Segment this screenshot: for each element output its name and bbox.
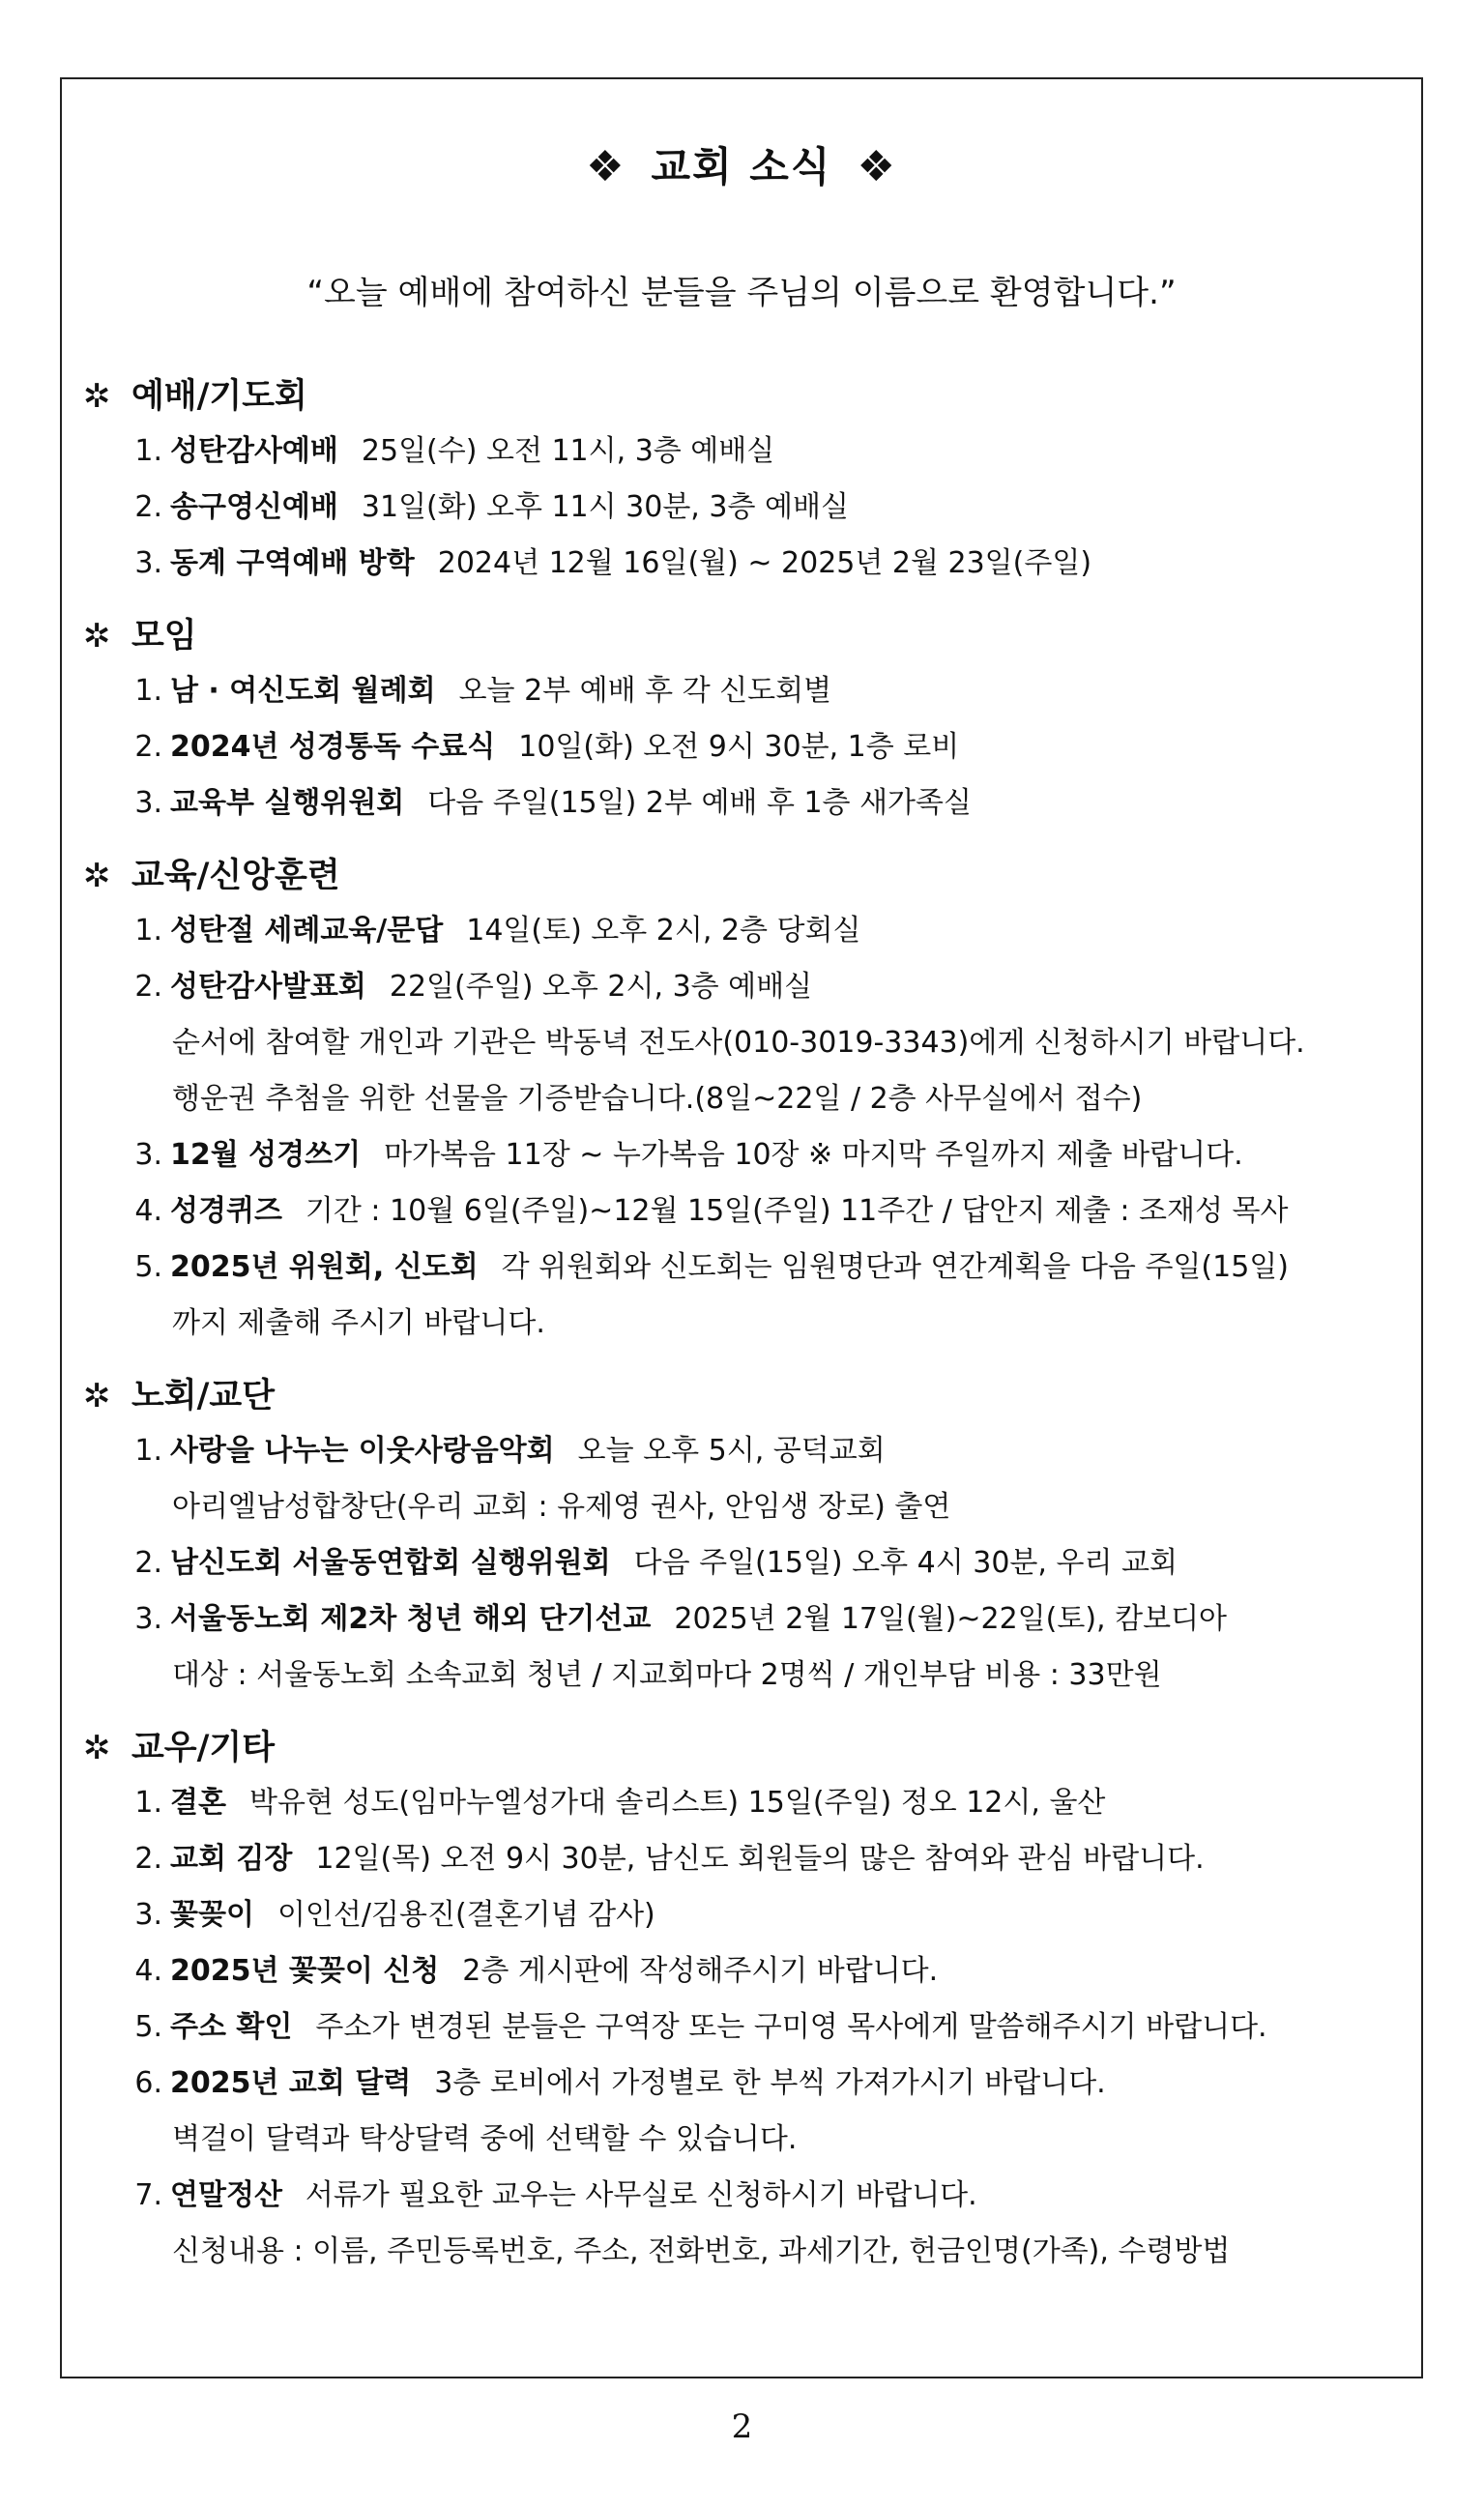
item-continuation: 순서에 참여할 개인과 기관은 박동녁 전도사(010-3019-3343)에게 신청하시기 바랍니다. [172,1026,1305,1060]
item-detail: 3층 로비에서 가정별로 한 부씩 가져가시기 바랍니다. [434,2066,1106,2100]
item-number: 2. [134,1546,162,1580]
diamond-ornament-icon: ❖ [586,142,626,191]
list-item [83,663,1411,719]
item-detail: 오늘 2부 예배 후 각 신도회별 [458,674,832,708]
item-detail: 주소가 변경된 분들은 구역장 또는 구미영 목사에게 말씀해주시기 바랍니다. [315,2010,1267,2044]
section-title: 예배/기도회 [131,377,307,416]
section-heading [83,609,1411,663]
item-continuation: 대상 : 서울동노회 소속교회 청년 / 지교회마다 2명씩 / 개인부담 비용 : 33만원 [172,1658,1162,1692]
asterisk-flower-icon: ✲ [83,377,111,416]
list-item [83,1423,1411,1479]
asterisk-flower-icon: ✲ [83,1377,111,1415]
list-item [83,2056,1411,2112]
item-detail: 2024년 12월 16일(월) ~ 2025년 2월 23일(주일) [437,546,1092,580]
item-detail: 12일(목) 오전 9시 30분, 남신도 회원들의 많은 참여와 관심 바랍니다. [315,1842,1205,1876]
item-number: 4. [134,1194,162,1228]
item-detail: 2층 게시판에 작성해주시기 바랍니다. [462,1954,939,1988]
item-number: 2. [134,1842,162,1876]
asterisk-flower-icon: ✲ [83,857,111,895]
item-label: 성탄절 세례교육/문답 [170,914,444,948]
asterisk-flower-icon: ✲ [83,1729,111,1767]
item-number: 2. [134,970,162,1004]
item-detail: 마가복음 11장 ~ 누가복음 10장 ※ 마지막 주일까지 제출 바랍니다. [384,1138,1243,1172]
item-label: 꽃꽂이 [170,1898,254,1932]
item-detail: 31일(화) 오후 11시 30분, 3층 예배실 [361,490,849,524]
list-item [83,719,1411,775]
news-section [83,1721,1411,2280]
item-number: 1. [134,674,162,708]
section-title: 모임 [131,617,197,656]
item-number: 1. [134,434,162,468]
item-label: 2025년 교회 달력 [170,2066,412,2100]
news-section [83,369,1411,592]
list-item [83,1127,1411,1183]
item-detail: 이인선/김용진(결혼기념 감사) [276,1898,655,1932]
list-item [83,959,1411,1015]
section-heading [83,369,1411,423]
list-item [83,1831,1411,1887]
title-text: 교회 소식 [651,143,832,190]
item-label: 사랑을 나누는 이웃사랑음악회 [170,1434,555,1468]
item-number: 3. [134,1138,162,1172]
page-number: 2 [731,2407,753,2446]
list-item [83,1775,1411,1831]
item-detail: 다음 주일(15일) 오후 4시 30분, 우리 교회 [633,1546,1178,1580]
list-item [83,1887,1411,1943]
welcome-message: “오늘 예배에 참여하신 분들을 주님의 이름으로 환영합니다.” [306,274,1177,312]
list-item [83,1943,1411,1999]
list-item [83,536,1411,592]
list-item [83,1535,1411,1591]
list-item [83,1183,1411,1240]
section-title: 교육/신앙훈련 [131,857,340,895]
item-detail: 박유현 성도(임마누엘성가대 솔리스트) 15일(주일) 정오 12시, 울산 [248,1786,1106,1820]
item-label: 남신도회 서울동연합회 실행위원회 [170,1546,611,1580]
list-item [83,903,1411,959]
item-number: 2. [134,730,162,764]
item-label: 교육부 실행위원회 [170,786,405,820]
section-heading [83,849,1411,903]
item-number: 1. [134,1786,162,1820]
item-label: 결혼 [170,1786,226,1820]
item-label: 2024년 성경통독 수료식 [170,730,496,764]
item-detail: 14일(토) 오후 2시, 2층 당회실 [466,914,861,948]
item-label: 서울동노회 제2차 청년 해외 단기선교 [170,1602,652,1636]
item-label: 성탄감사예배 [170,434,338,468]
item-detail: 25일(수) 오전 11시, 3층 예배실 [361,434,775,468]
item-label: 연말정산 [170,2178,282,2212]
news-section [83,1369,1411,1704]
section-heading [83,1721,1411,1775]
item-continuation: 까지 제출해 주시기 바랍니다. [172,1306,545,1340]
list-item [83,1999,1411,2056]
item-detail: 10일(화) 오전 9시 30분, 1층 로비 [518,730,960,764]
news-section [83,609,1411,831]
page-title [62,135,1421,193]
item-detail: 기간 : 10월 6일(주일)~12월 15일(주일) 11주간 / 답안지 제출 : 조재성 목사 [305,1194,1289,1228]
item-label: 동계 구역예배 방학 [170,546,415,580]
item-detail: 22일(주일) 오후 2시, 3층 예배실 [389,970,813,1004]
item-detail: 각 위원회와 신도회는 임원명단과 연간계획을 다음 주일(15일) [501,1250,1289,1284]
item-detail: 2025년 2월 17일(월)~22일(토), 캄보디아 [674,1602,1228,1636]
section-title: 노회/교단 [131,1377,276,1415]
item-label: 성탄감사발표회 [170,970,366,1004]
item-continuation: 벽걸이 달력과 탁상달력 중에 선택할 수 있습니다. [172,2122,798,2156]
item-label: 2025년 위원회, 신도회 [170,1250,479,1284]
section-title: 교우/기타 [131,1729,276,1767]
item-number: 3. [134,1898,162,1932]
asterisk-flower-icon: ✲ [83,617,111,656]
item-label: 성경퀴즈 [170,1194,282,1228]
item-number: 6. [134,2066,162,2100]
list-item [83,1240,1411,1296]
item-number: 3. [134,546,162,580]
item-continuation: 행운권 추첨을 위한 선물을 기증받습니다.(8일~22일 / 2층 사무실에서 접수) [172,1082,1143,1116]
item-label: 교회 김장 [170,1842,293,1876]
item-number: 2. [134,490,162,524]
item-number: 5. [134,2010,162,2044]
item-number: 1. [134,914,162,948]
item-continuation: 아리엘남성합창단(우리 교회 : 유제영 권사, 안임생 장로) 출연 [172,1490,951,1524]
item-number: 5. [134,1250,162,1284]
item-detail: 다음 주일(15일) 2부 예배 후 1층 새가족실 [427,786,972,820]
list-item [83,2168,1411,2224]
item-number: 4. [134,1954,162,1988]
news-section [83,849,1411,1352]
item-label: 12월 성경쓰기 [170,1138,362,1172]
news-sections [83,369,1411,2297]
list-item [83,775,1411,831]
item-label: 2025년 꽃꽂이 신청 [170,1954,440,1988]
item-detail: 오늘 오후 5시, 공덕교회 [577,1434,886,1468]
item-number: 3. [134,1602,162,1636]
item-number: 3. [134,786,162,820]
list-item [83,1591,1411,1648]
item-number: 1. [134,1434,162,1468]
item-number: 7. [134,2178,162,2212]
list-item [83,480,1411,536]
section-heading [83,1369,1411,1423]
item-detail: 서류가 필요한 교우는 사무실로 신청하시기 바랍니다. [305,2178,977,2212]
item-label: 주소 확인 [170,2010,293,2044]
item-label: 송구영신예배 [170,490,338,524]
bulletin-frame [60,77,1423,2378]
item-continuation: 신청내용 : 이름, 주민등록번호, 주소, 전화번호, 과세기간, 헌금인명(가족), 수령방법 [172,2234,1231,2268]
list-item [83,423,1411,480]
diamond-ornament-icon: ❖ [857,142,897,191]
item-label: 남 · 여신도회 월례회 [170,674,436,708]
